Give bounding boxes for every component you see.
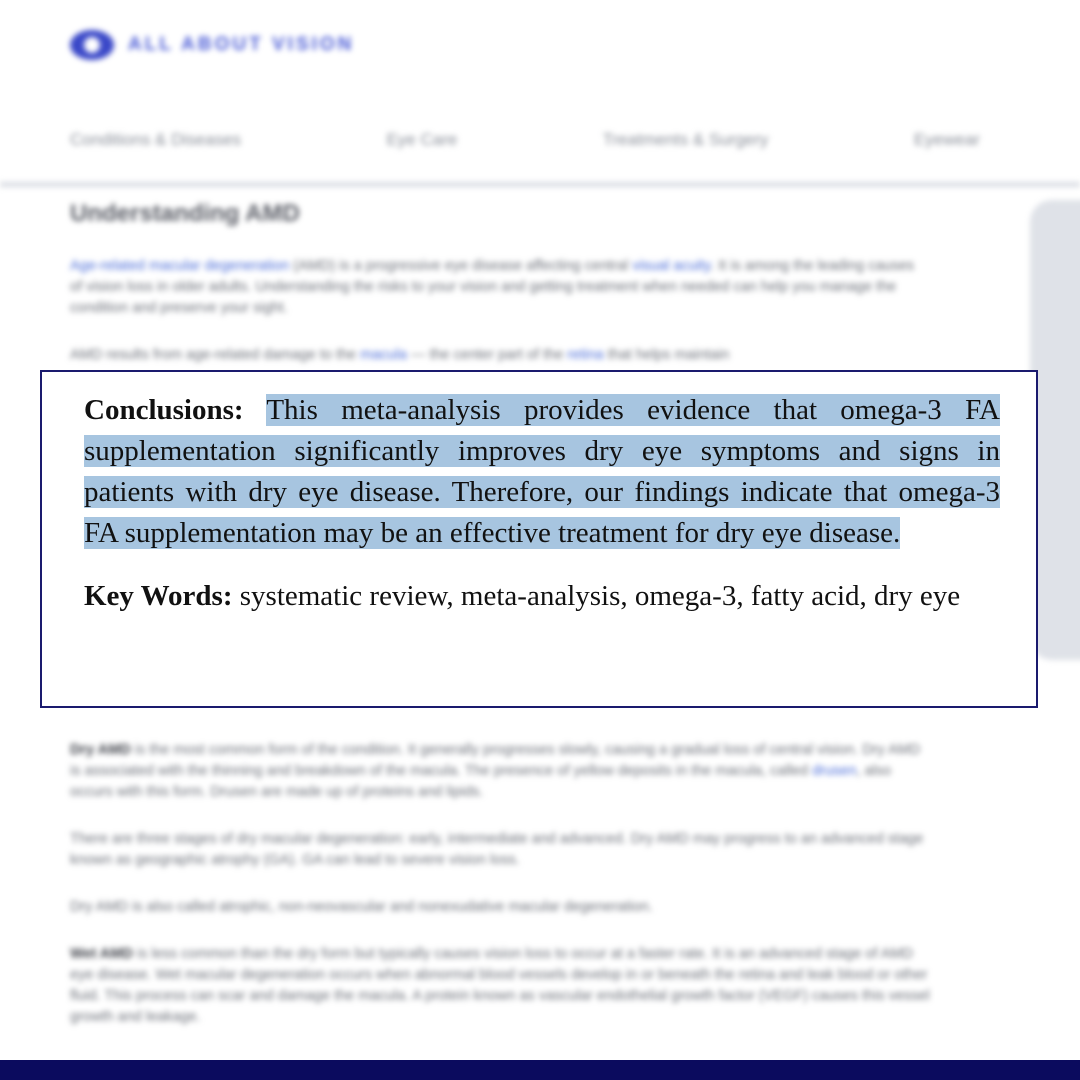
abstract-excerpt-card	[40, 370, 1038, 708]
keywords-paragraph	[84, 576, 1000, 617]
dry-amd-label: Dry AMD	[70, 742, 131, 758]
para2-text-3: that helps maintain	[603, 347, 730, 363]
nav-item-treatments[interactable]: Treatments & Surgery	[602, 130, 769, 149]
conclusions-highlighted-text: This meta-analysis provides evidence that omega-3 FA supplementation significantly improves dry eye symptoms and signs in patients with dry eye disease. Therefore, our findings indicate that omega-3 FA supplementation may be an effective treatment for dry eye disease.	[84, 394, 1000, 549]
intro-text-1: (AMD) is a progressive eye disease affecting central	[289, 258, 633, 274]
intro-paragraph	[70, 256, 930, 319]
macula-paragraph	[70, 345, 930, 366]
intro-text-2: . It is among the leading causes of vision loss in older adults. Understanding the risks to your vision and getting treatment when needed can help you manage the condition and preserve your sight.	[70, 258, 915, 316]
macula-link[interactable]: macula	[360, 347, 407, 363]
site-logo-text: ALL ABOUT VISION	[128, 34, 355, 55]
wet-amd-label: Wet AMD	[70, 946, 133, 962]
article-title: Understanding AMD	[70, 200, 300, 227]
nav-item-conditions[interactable]: Conditions & Diseases	[70, 130, 242, 149]
article-bottom	[70, 740, 930, 1054]
visual-acuity-link[interactable]: visual acuity	[632, 258, 711, 274]
amd-link[interactable]: Age-related macular degeneration	[70, 258, 290, 274]
wet-amd-paragraph	[70, 944, 930, 1028]
aka-paragraph: Dry AMD is also called atrophic, non-neovascular and nonexudative macular degeneration.	[70, 899, 653, 915]
abstract-text-block	[84, 390, 1000, 617]
nav-divider	[0, 182, 1080, 187]
dry-text-2: , also occurs with this form. Drusen are made up of proteins and lipids.	[70, 763, 892, 800]
eye-logo-icon	[70, 30, 114, 60]
dry-amd-paragraph	[70, 740, 930, 803]
keywords-text: systematic review, meta-analysis, omega-3, fatty acid, dry eye	[239, 580, 961, 612]
para2-text-1: AMD results from age-related damage to the	[70, 347, 361, 363]
drusen-link[interactable]: drusen	[812, 763, 857, 779]
site-logo[interactable]	[70, 30, 354, 60]
wet-text: is less common than the dry form but typically causes vision loss to occur at a faster rate. It is an advanced stage of AMD eye disease. Wet macular degeneration occurs when abnormal blood vessels develop in or beneath the retina and leak blood or other fluid. This process can scar and damage the macula. A protein known as vascular endothelial growth factor (VEGF) causes this vessel growth and leakage.	[70, 946, 930, 1025]
stages-paragraph: There are three stages of dry macular degeneration: early, intermediate and advanced. Dry AMD may progress to an advanced stage known as geographic atrophy (GA). GA can lead to severe vision loss.	[70, 831, 924, 868]
nav-item-eye-care[interactable]: Eye Care	[386, 130, 458, 149]
conclusions-paragraph	[84, 390, 1000, 554]
footer-bar	[0, 1060, 1080, 1080]
retina-link[interactable]: retina	[567, 347, 604, 363]
keywords-label: Key Words:	[84, 580, 233, 612]
para2-text-2: — the center part of the	[406, 347, 568, 363]
conclusions-label: Conclusions:	[84, 394, 244, 426]
dry-text-1: is the most common form of the condition. It generally progresses slowly, causing a gradual loss of central vision. Dry AMD is associated with the thinning and breakdown of the macula. The presence of yellow deposits in the macula, called	[70, 742, 921, 779]
main-nav	[70, 130, 980, 150]
article-top	[70, 200, 930, 392]
nav-item-eyewear[interactable]: Eyewear	[913, 130, 980, 149]
